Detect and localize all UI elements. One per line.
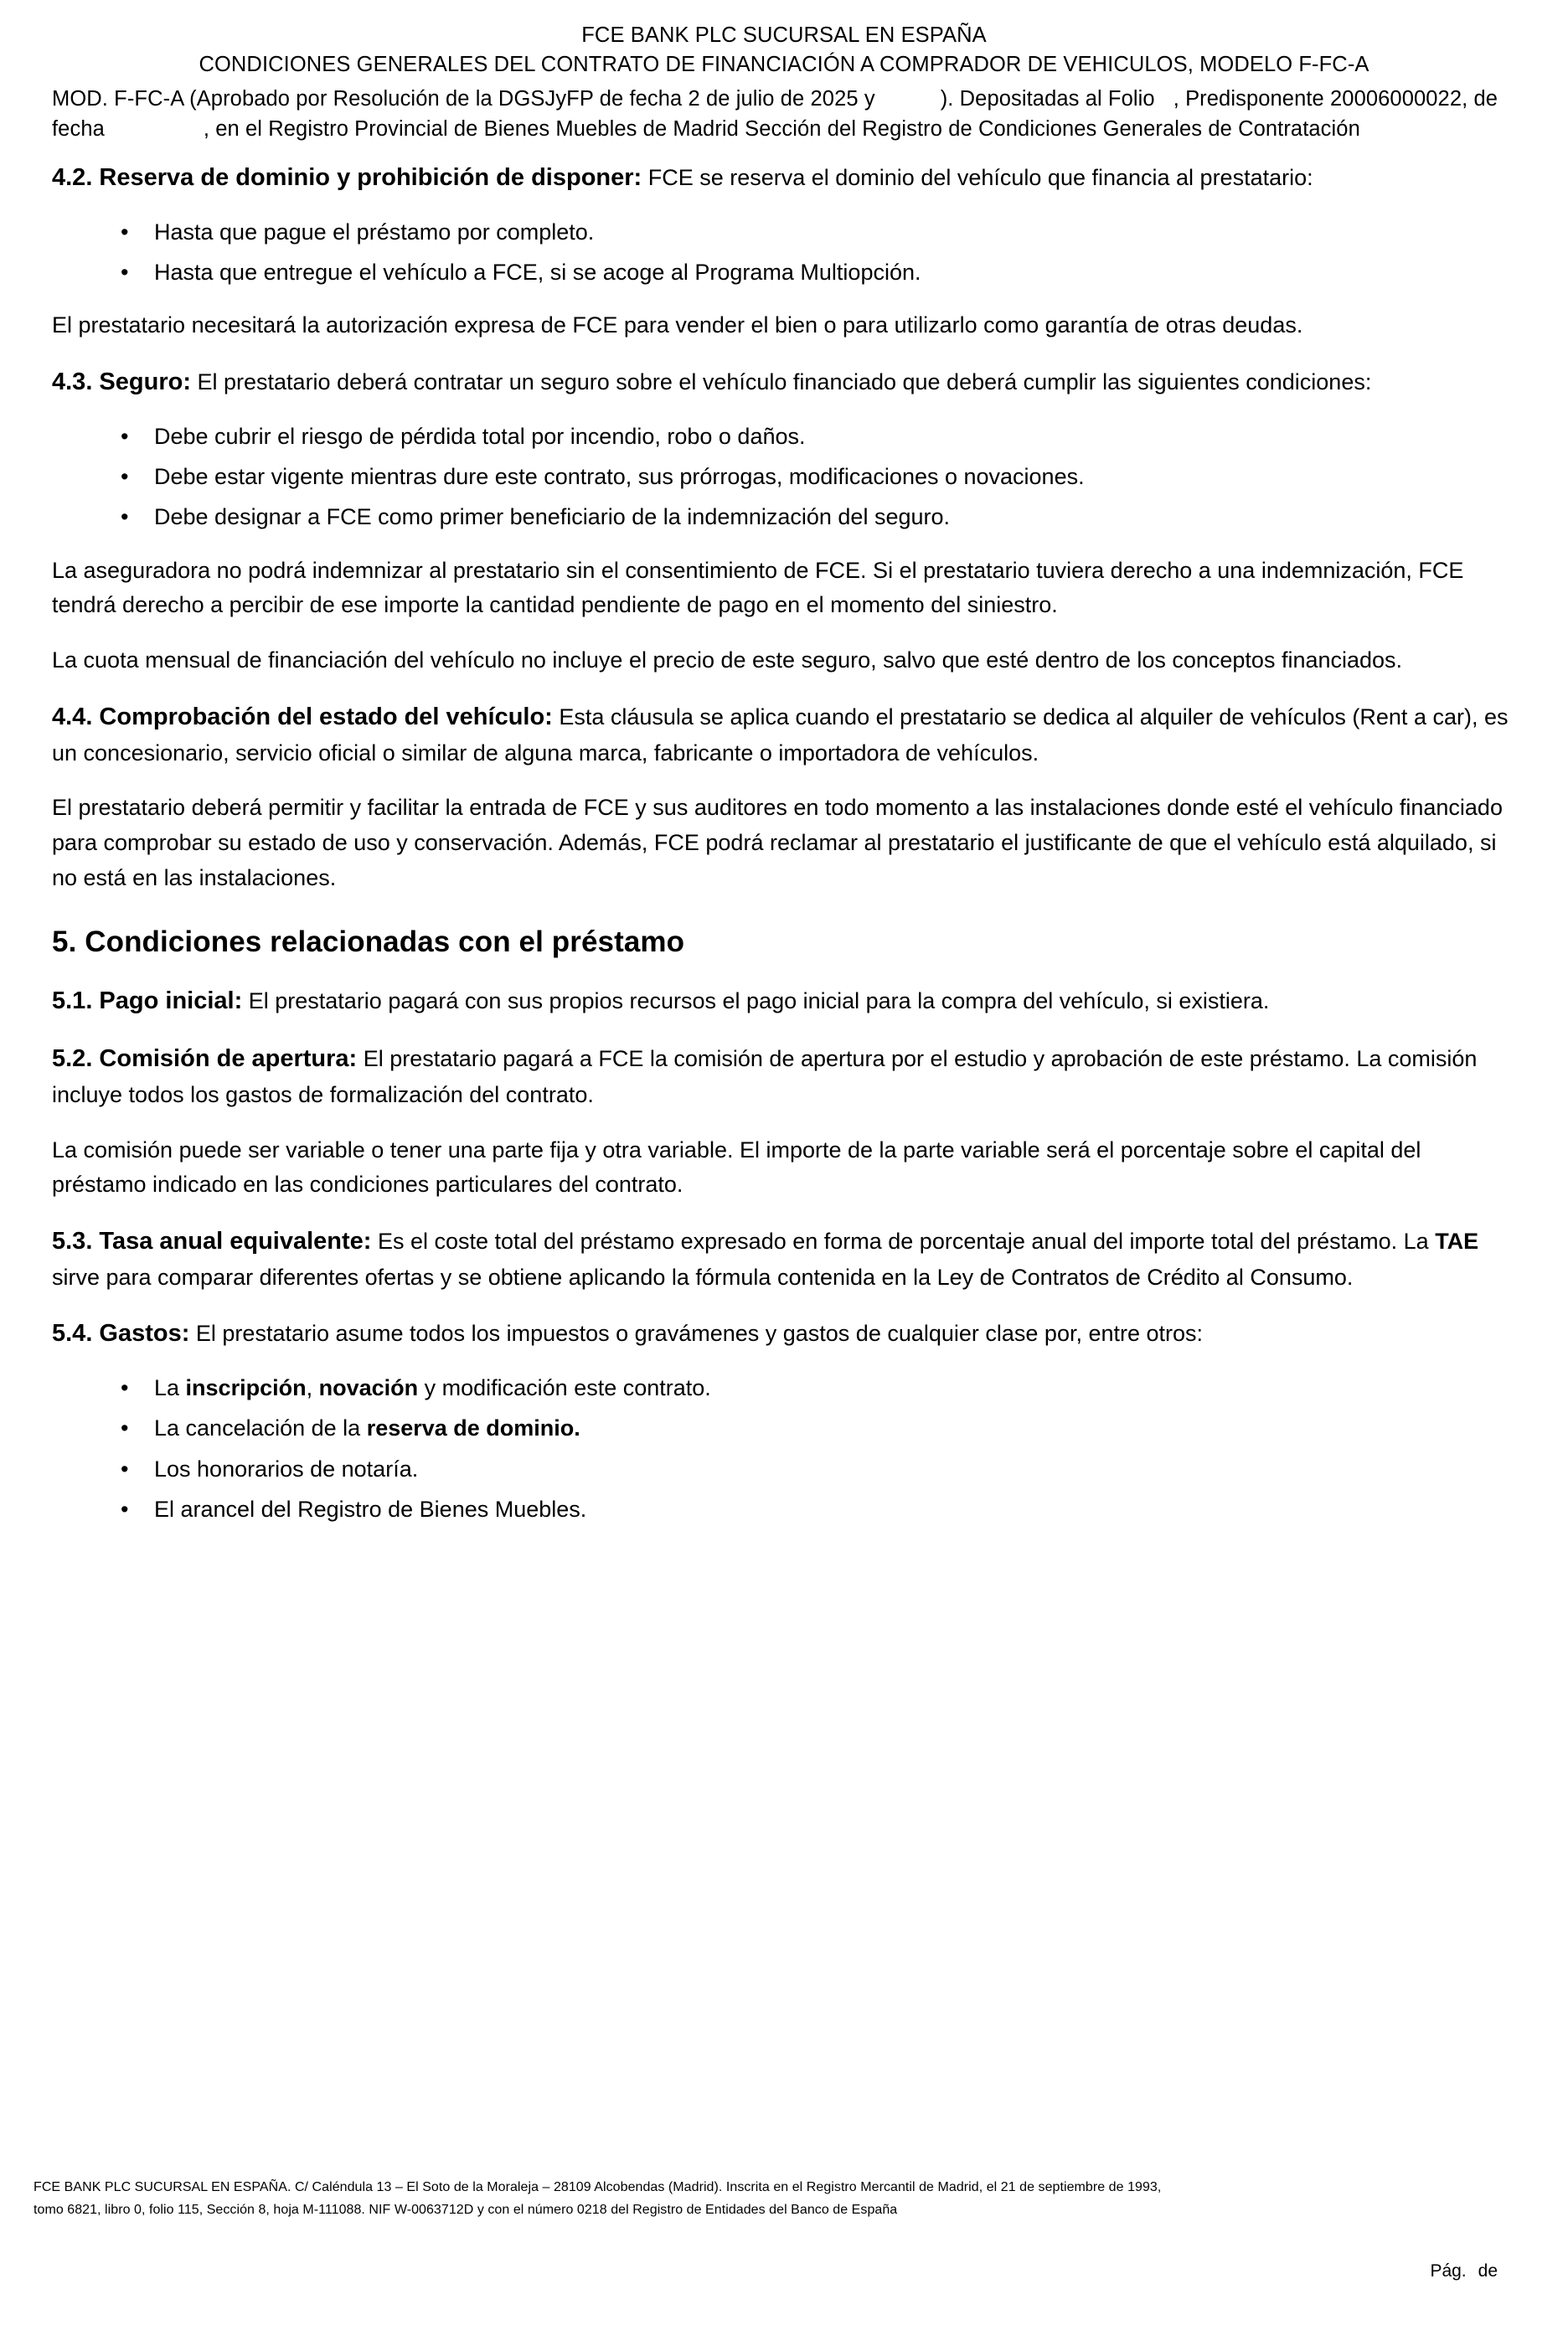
clause-4-2-lead: 4.2. Reserva de dominio y prohibición de disponer: <box>52 164 642 192</box>
clause-5-1 <box>52 982 1516 1020</box>
clause-4-3-text: El prestatario deberá contratar un seguro sobre el vehículo financiado que deberá cumplir las siguientes condiciones: <box>191 369 1372 395</box>
header-reg-part-6: Registro de Condiciones Generales de Contratación <box>862 116 1360 141</box>
list-item-label <box>154 1415 580 1441</box>
section-5-heading: 5. Condiciones relacionadas con el préstamo <box>52 925 685 959</box>
list-item <box>52 421 1516 452</box>
list-item-pre: Los honorarios de notaría. <box>154 1456 419 1482</box>
list-item-pre: El arancel del Registro de Bienes Muebles. <box>154 1496 587 1522</box>
clause-5-4-text: El prestatario asume todos los impuestos o gravámenes y gastos de cualquier clase por, entre otros: <box>189 1321 1204 1347</box>
clause-5-4-lead: 5.4. Gastos: <box>52 1320 190 1348</box>
clause-5-4-bullet-list <box>52 1373 1516 1525</box>
header-reg-part-2: ). Depositadas al Folio <box>940 86 1155 111</box>
footer-page-number <box>34 2261 1534 2281</box>
clause-4-3-followup-1: La aseguradora no podrá indemnizar al prestatario sin el consentimiento de FCE. Si el prestatario tuviera derecho a una indemnización, FCE tendrá derecho a percibir de ese importe la cantidad pendiente de pago en el momento del siniestro. <box>52 557 1464 618</box>
list-item-label <box>154 1497 586 1522</box>
list-item <box>52 257 1516 288</box>
list-item-label: Debe estar vigente mientras dure este contrato, sus prórrogas, modificaciones o novaciones. <box>154 464 1085 490</box>
list-item-pre: La <box>154 1375 186 1401</box>
footer-pager-suffix: de <box>1478 2261 1498 2281</box>
document-footer <box>34 2176 1534 2281</box>
list-item-pre: La cancelación de la <box>154 1415 367 1441</box>
header-registration-paragraph <box>52 85 1516 144</box>
bullet-dot-icon: • <box>121 504 129 530</box>
footer-legal-line-1: FCE BANK PLC SUCURSAL EN ESPAÑA. C/ Caléndula 13 – El Soto de la Moraleja – 28109 Alcobendas (Madrid). Inscrita en el Registro Mercantil de Madrid, el 21 de septiembre de 1993, <box>34 2179 1162 2194</box>
clause-5-2-lead: 5.2. Comisión de apertura: <box>52 1045 358 1072</box>
clause-4-3-bullet-list <box>52 421 1516 534</box>
header-document-title: CONDICIONES GENERALES DEL CONTRATO DE FINANCIACIÓN A COMPRADOR DE VEHICULOS, MODELO F-FC-A <box>199 52 1369 76</box>
clause-5-3-lead: 5.3. Tasa anual equivalente: <box>52 1227 372 1255</box>
list-item <box>52 502 1516 533</box>
bullet-dot-icon: • <box>121 219 129 245</box>
header-company-name: FCE BANK PLC SUCURSAL EN ESPAÑA <box>581 23 987 47</box>
header-reg-part-3: , <box>1173 86 1179 111</box>
clause-5-1-lead: 5.1. Pago inicial: <box>52 987 243 1015</box>
header-reg-part-4: Predisponente 20006000022, de fecha <box>52 86 1498 141</box>
list-item-bold-1: inscripción <box>185 1375 307 1401</box>
clause-5-4 <box>52 1315 1516 1353</box>
list-item-label: Hasta que pague el préstamo por completo. <box>154 219 595 245</box>
header-reg-part-1: MOD. F-FC-A (Aprobado por Resolución de la DGSJyFP de fecha 2 de julio de 2025 y <box>52 86 875 111</box>
list-item-mid: , <box>306 1375 319 1401</box>
clause-4-2-text: FCE se reserva el dominio del vehículo que financia al prestatario: <box>642 165 1313 191</box>
clause-5-2-text: El prestatario pagará a FCE la comisión de apertura por el estudio y aprobación de este préstamo. La comisión incluye todos los gastos de formalización del contrato. <box>52 1046 1478 1107</box>
list-item <box>52 1494 1516 1525</box>
bullet-dot-icon: • <box>121 1415 129 1441</box>
list-item-bold-1: reserva de dominio. <box>366 1415 580 1441</box>
list-item <box>52 217 1516 248</box>
clause-5-2-followup: La comisión puede ser variable o tener una parte fija y otra variable. El importe de la parte variable será el porcentaje sobre el capital del préstamo indicado en las condiciones particulares del contrato. <box>52 1137 1421 1198</box>
clause-4-2 <box>52 159 1516 197</box>
bullet-dot-icon: • <box>121 423 129 449</box>
list-item <box>52 461 1516 492</box>
list-item-bold-2: novación <box>318 1375 419 1401</box>
header-reg-part-5: , en el Registro Provincial de Bienes Muebles de Madrid Sección del <box>203 116 857 141</box>
list-item <box>52 1454 1516 1485</box>
clause-4-4-text: Esta cláusula se aplica cuando el prestatario se dedica al alquiler de vehículos (Rent a car), es un concesionario, servicio oficial o similar de alguna marca, fabricante o importadora de vehículos. <box>52 704 1509 766</box>
footer-legal-line-2: tomo 6821, libro 0, folio 115, Sección 8, hoja M-111088. NIF W-0063712D y con el número 0218 del Registro de Entidades del Banco de España <box>34 2202 898 2217</box>
clause-4-2-bullet-list <box>52 217 1516 289</box>
document-header <box>52 22 1516 144</box>
clause-4-3 <box>52 363 1516 401</box>
bullet-dot-icon: • <box>121 464 129 490</box>
clause-5-3 <box>52 1223 1516 1296</box>
list-item-label <box>154 1375 711 1400</box>
list-item-label: Hasta que entregue el vehículo a FCE, si se acoge al Programa Multiopción. <box>154 260 921 286</box>
list-item-post: y modificación este contrato. <box>418 1375 711 1401</box>
bullet-dot-icon: • <box>121 1375 129 1401</box>
clause-4-3-lead: 4.3. Seguro: <box>52 369 191 396</box>
clause-5-1-text: El prestatario pagará con sus propios recursos el pago inicial para la compra del vehículo, si existiera. <box>242 988 1270 1014</box>
clause-4-2-followup: El prestatario necesitará la autorización expresa de FCE para vender el bien o para utilizarlo como garantía de otras deudas. <box>52 312 1303 338</box>
clause-5-3-text-1: Es el coste total del préstamo expresado en forma de porcentaje anual del importe total del préstamo. La <box>371 1228 1436 1254</box>
bullet-dot-icon: • <box>121 260 129 286</box>
clause-5-3-text-2: sirve para comparar diferentes ofertas y se obtiene aplicando la fórmula contenida en la Ley de Contratos de Crédito al Consumo. <box>52 1264 1354 1290</box>
list-item-label <box>154 1456 418 1482</box>
list-item-label: Debe cubrir el riesgo de pérdida total por incendio, robo o daños. <box>154 423 806 449</box>
document-body <box>52 159 1516 1525</box>
footer-pager-prefix: Pág. <box>1430 2261 1467 2281</box>
clause-5-3-emphasis-tae: TAE <box>1435 1228 1479 1254</box>
list-item-label: Debe designar a FCE como primer beneficiario de la indemnización del seguro. <box>154 504 950 530</box>
clause-4-4-followup: El prestatario deberá permitir y facilitar la entrada de FCE y sus auditores en todo momento a las instalaciones donde esté el vehículo financiado para comprobar su estado de uso y conservación. Además, FCE podrá reclamar al prestatario el justificante de que el vehículo está alquilado, si no está en las instalaciones. <box>52 795 1503 890</box>
clause-5-2 <box>52 1040 1516 1113</box>
list-item <box>52 1413 1516 1444</box>
list-item <box>52 1373 1516 1404</box>
bullet-dot-icon: • <box>121 1496 129 1522</box>
clause-4-4-lead: 4.4. Comprobación del estado del vehículo: <box>52 703 553 730</box>
bullet-dot-icon: • <box>121 1456 129 1482</box>
clause-4-3-followup-2: La cuota mensual de financiación del vehículo no incluye el precio de este seguro, salvo que esté dentro de los conceptos financiados. <box>52 647 1403 673</box>
clause-4-4 <box>52 699 1516 771</box>
